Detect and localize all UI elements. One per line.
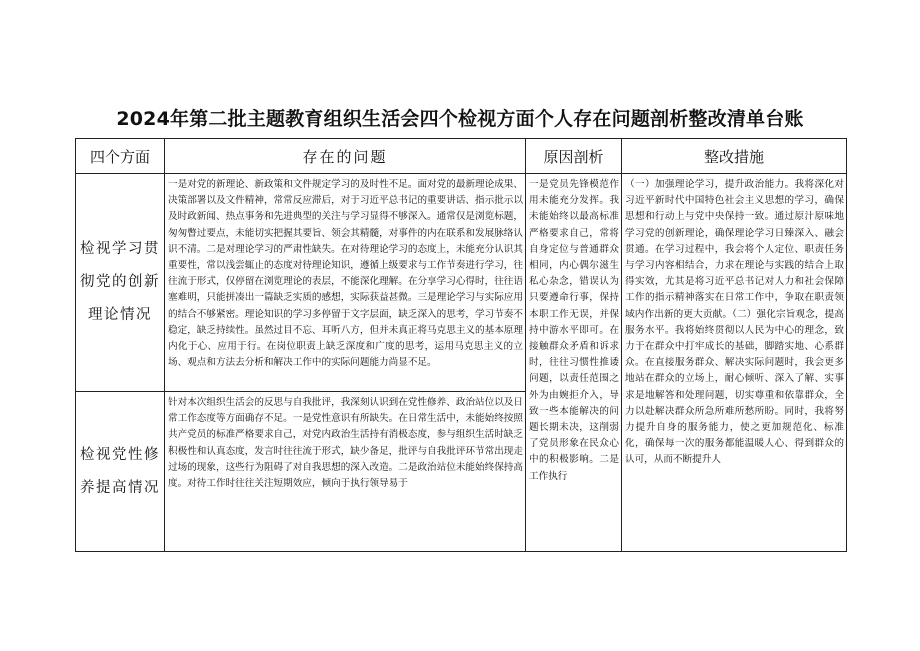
document-title: 2024年第二批主题教育组织生活会四个检视方面个人存在问题剖析整改清单台账 — [116, 108, 804, 130]
problems-text-theory: 一是对党的新理论、新政策和文件规定学习的及时性不足。面对党的最新理论成果、决策部署以及文件精神，常常反应滞后，对于习近平总书记的重要讲话、指示批示以及时政新闻、热点事务和先进典型的关注与学习显得不够深入。通常仅是浏览标题，匆匆瞥过要点，未能切实把握其要旨、领会其精髓，对事件的内在联系和发展脉络认识不清。二是对理论学习的严肃性缺失。在对待理论学习的态度上，未能充分认识其重要性，常以浅尝辄止的态度对待理论知识，遵循上级要求与工作节奏进行学习，往往流于形式，仅停留在浏览理论的表层，不能深化理解。在分享学习心得时，往往语塞难明，只能拼凑出一篇缺乏实质的感想，实际获益甚微。三是理论学习与实际应用的结合不够紧密。理论知识的学习多停留于文字层面，缺乏深入的思考，学习节奏不稳定，缺乏持续性。虽然过目不忘、耳听八方，但并未真正将马克思主义的基本原理内化于心、应用于行。在岗位职责上缺乏深度和广度的思考，运用马克思主义的立场、观点和方法去分析和解决工作中的实际问题能力尚显不足。 — [168, 179, 523, 369]
header-causes: 原因剖析 — [543, 147, 604, 166]
header-problems: 存在的问题 — [302, 147, 388, 166]
problems-text-party-spirit: 针对本次组织生活会的反思与自我批评，我深刻认识到在党性修养、政治站位以及日常工作态度等方面确存不足。一是党性意识有所缺失。在日常生活中，未能始终按照共产党员的标准严格要求自己，对党内政治生活持有消极态度，参与组织生活时缺乏积极性和认真态度，发言时往往流于形式，缺少备足，批评与自我批评环节常出现走过场的现象，这些行为阻碍了对自我思想的深入改造。二是政治站位未能始终保持高度。对待工作时往往关注短期效应，倾向于执行领导易于 — [168, 397, 523, 490]
aspect-label-party-spirit: 检视党性修养提高情况 — [80, 447, 160, 496]
aspect-label-theory: 检视学习贯彻党的创新理论情况 — [80, 241, 160, 323]
header-measures: 整改措施 — [703, 147, 764, 166]
measures-text: （一）加强理论学习，提升政治能力。我将深化对习近平新时代中国特色社会主义思想的学习，确保思想和行动上与党中央保持一致。通过原汁原味地学习党的创新理论，确保理论学习日臻深入、融会贯通。在学习过程中，我会将个人定位、职责任务与学习内容相结合，力求在理论与实践的结合上取得实效，尤其是将习近平总书记对人力和社会保障工作的指示精神落实在日常工作中，争取在职责领域内作出新的更大贡献。（二）强化宗旨观念，提高服务水平。我将始终贯彻以人民为中心的理念，致力于在群众中打牢成长的基础，脚踏实地、心系群众。在直接服务群众、解决实际问题时，我会更多地站在群众的立场上，耐心倾听、深入了解、实事求是地解答和处理问题，切实尊重和依靠群众，全力以赴解决群众所急所难所愁所盼。同时，我将努力提升自身的服务能力，使之更加规范化、标准化，确保每一次的服务都能温暖人心、得到群众的认可，从而不断提升人 — [625, 179, 844, 466]
header-aspect: 四个方面 — [89, 147, 150, 166]
causes-text: 一是党员先锋模范作用未能充分发挥。我未能始终以最高标准严格要求自己，常将自身定位与普通群众相同，内心偶尔滋生私心杂念，错误认为只要遵命行事，保持本职工作无误，并保持中游水平即可。在接触群众矛盾和诉求时，往往习惯性推诿问题，以责任范围之外为由婉拒介入，导致一些本能解决的问题长期未决，这削弱了党员形象在民众心中的积极影响。二是工作执行 — [529, 179, 619, 482]
rectification-table — [75, 138, 847, 552]
